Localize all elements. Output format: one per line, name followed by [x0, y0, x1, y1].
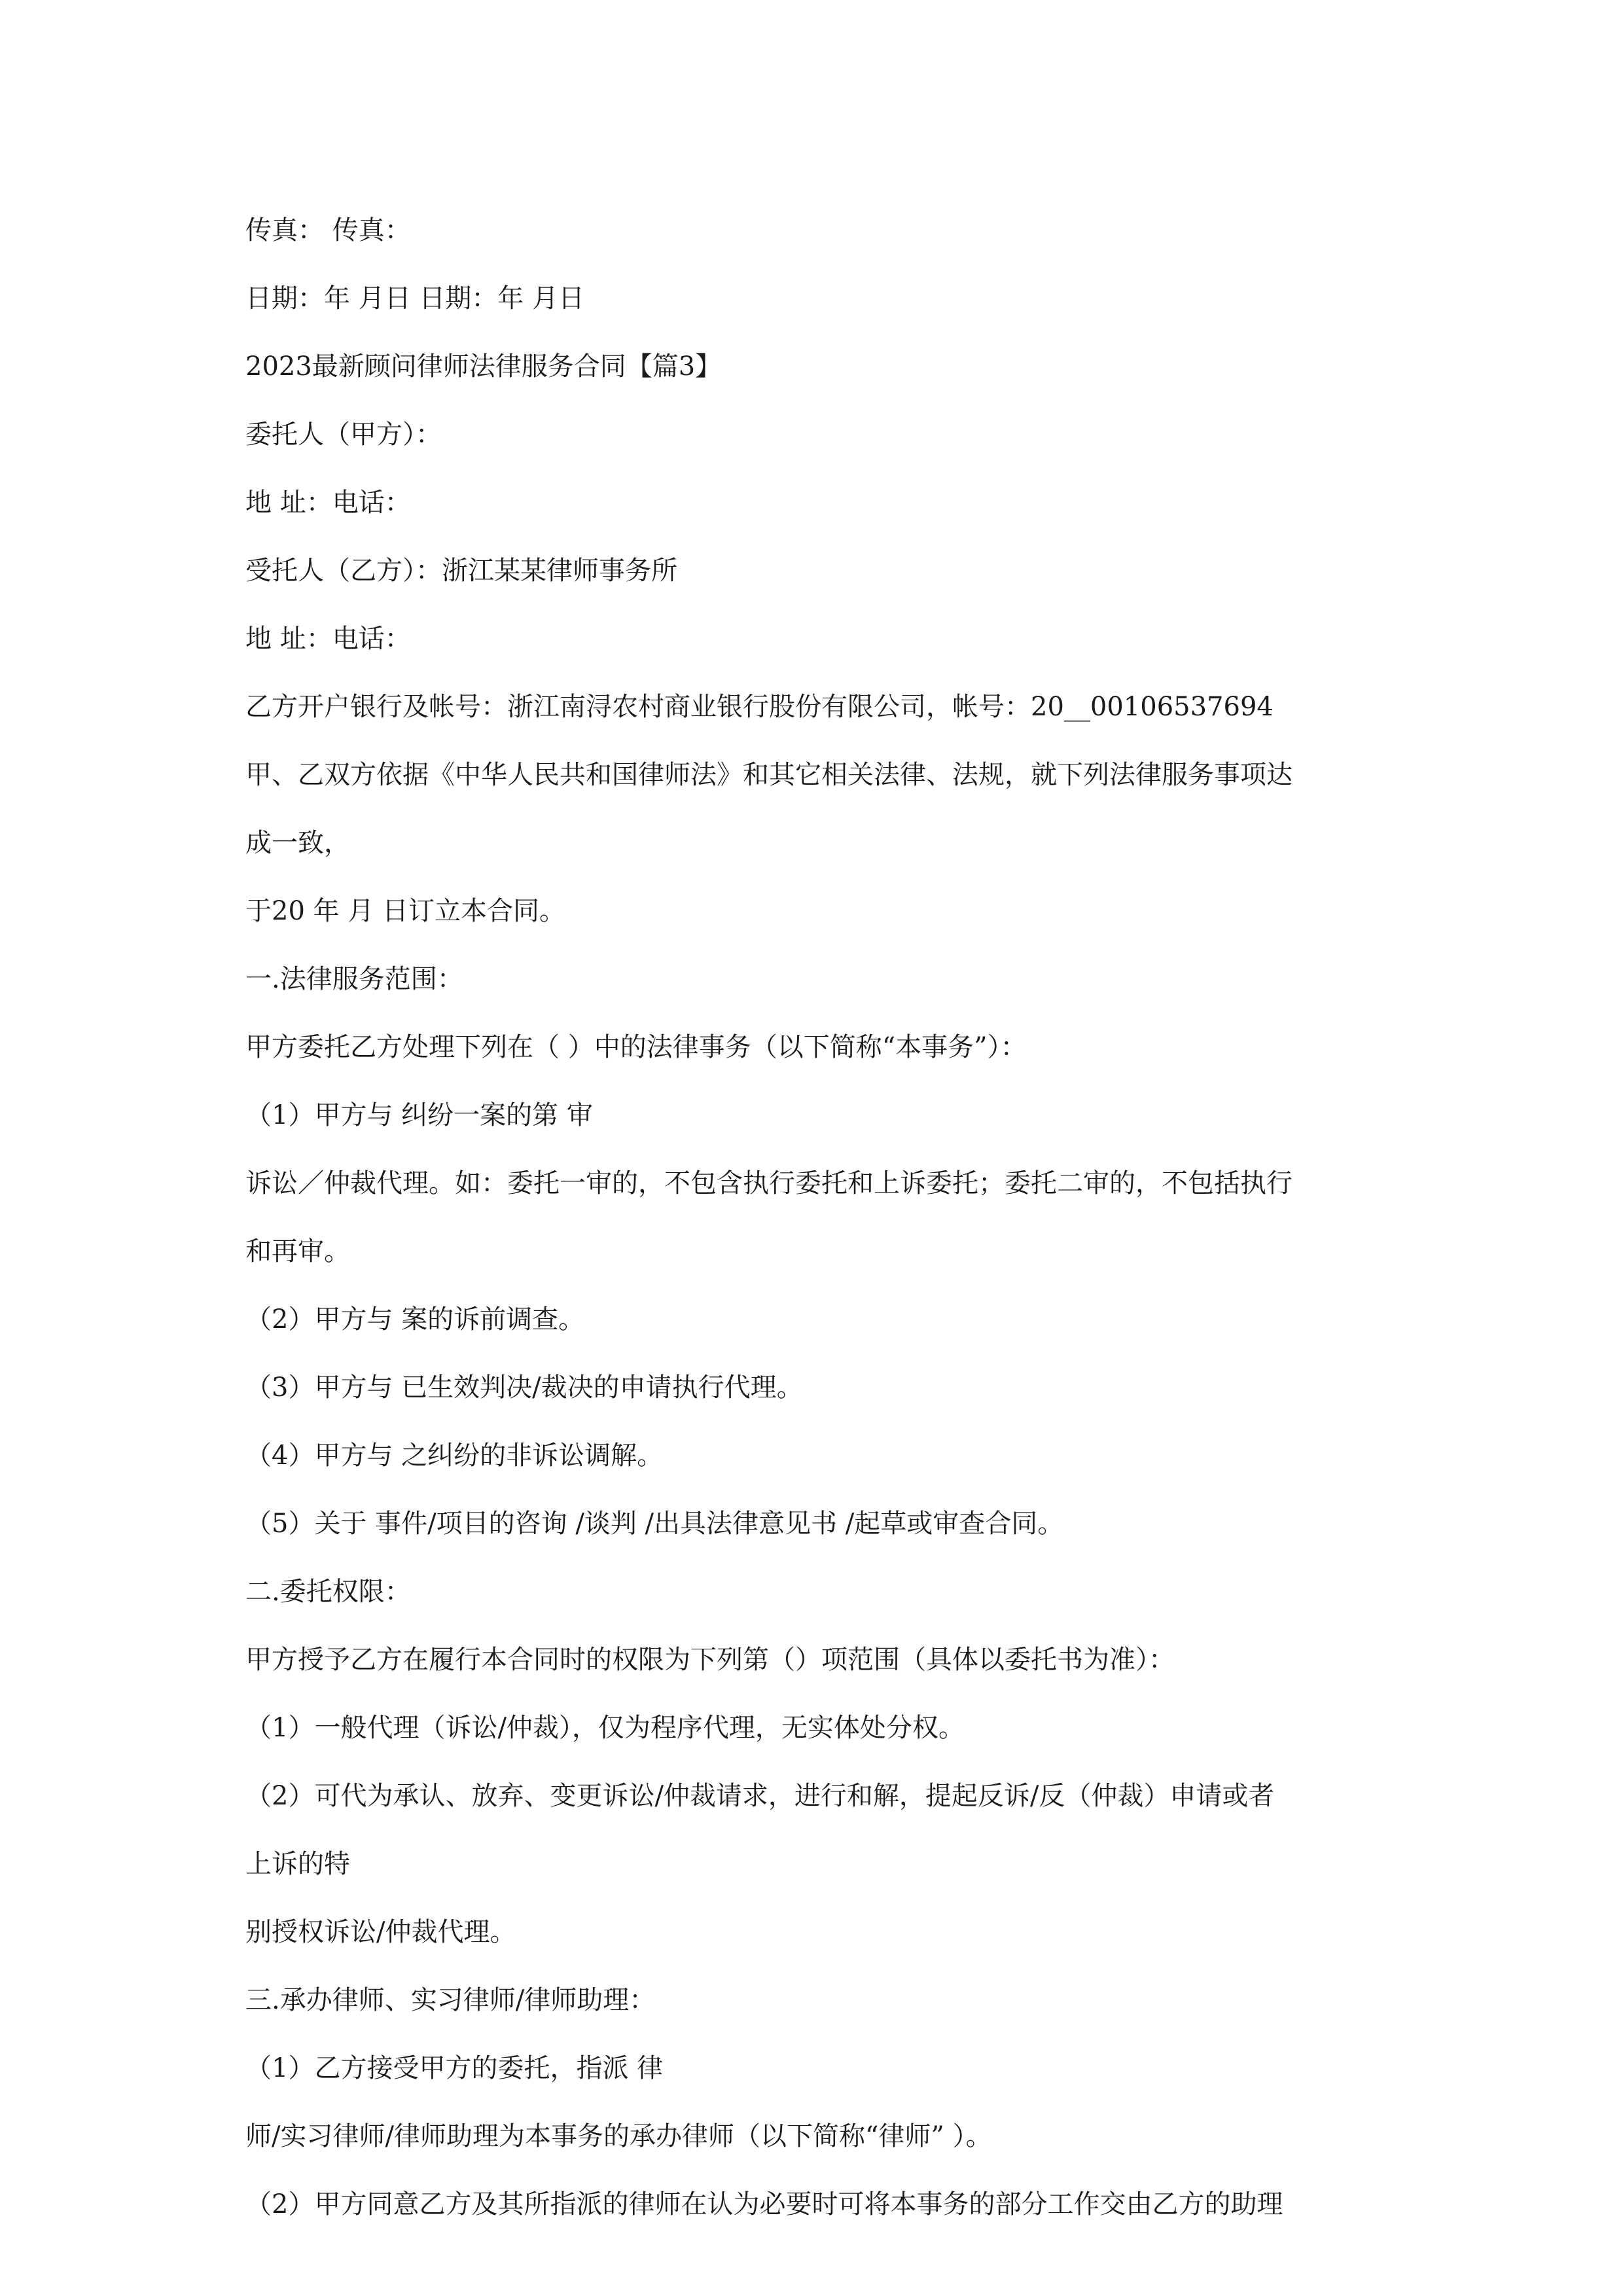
section-3-item-1: （1）乙方接受甲方的委托，指派 律	[245, 2053, 664, 2083]
agreement-basis: 甲、乙双方依据《中华人民共和国律师法》和其它相关法律、法规，就下列法律服务事项达	[245, 760, 1293, 790]
section-1-item-5: （5）关于 事件/项目的咨询 /谈判 /出具法律意见书 /起草或审查合同。	[245, 1509, 1064, 1539]
agreement-basis-cont: 成一致，	[245, 828, 350, 858]
section-3-heading: 三.承办律师、实习律师/律师助理：	[245, 1985, 656, 2015]
section-2-heading: 二.委托权限：	[245, 1577, 411, 1607]
signing-date: 于20 年 月 日订立本合同。	[245, 896, 566, 926]
fax-line: 传真： 传真：	[245, 215, 411, 245]
section-2-item-2-end: 别授权诉讼/仲裁代理。	[245, 1917, 516, 1947]
section-1-intro: 甲方委托乙方处理下列在（ ）中的法律事务（以下简称“本事务”）：	[245, 1032, 1027, 1062]
section-2-item-2: （2）可代为承认、放弃、变更诉讼/仲裁请求，进行和解，提起反诉/反（仲裁）申请或者	[245, 1781, 1275, 1811]
bank-account: 乙方开户银行及帐号：浙江南浔农村商业银行股份有限公司，帐号：20__00106537694	[245, 692, 1274, 722]
document-body	[245, 196, 1384, 2238]
client-party: 委托人（甲方）：	[245, 420, 442, 450]
section-1-item-4: （4）甲方与 之纠纷的非诉讼调解。	[245, 1441, 664, 1471]
section-2-item-2-cont: 上诉的特	[245, 1849, 350, 1879]
trustee-party: 受托人（乙方）：浙江某某律师事务所	[245, 556, 677, 586]
section-2-intro: 甲方授予乙方在履行本合同时的权限为下列第（）项范围（具体以委托书为准）：	[245, 1645, 1175, 1675]
contract-title: 2023最新顾问律师法律服务合同【篇3】	[245, 351, 722, 382]
section-3-item-1-cont: 师/实习律师/律师助理为本事务的承办律师（以下简称“律师” ）。	[245, 2121, 992, 2151]
section-1-item-3: （3）甲方与 已生效判决/裁决的申请执行代理。	[245, 1372, 803, 1403]
section-1-item-1-cont: 诉讼／仲裁代理。如：委托一审的，不包含执行委托和上诉委托；委托二审的，不包括执行	[245, 1168, 1293, 1198]
section-3-item-2: （2）甲方同意乙方及其所指派的律师在认为必要时可将本事务的部分工作交由乙方的助理	[245, 2189, 1283, 2219]
client-address: 地 址：电话：	[245, 488, 411, 518]
section-1-item-1-end: 和再审。	[245, 1236, 350, 1266]
section-1-item-2: （2）甲方与 案的诉前调查。	[245, 1304, 585, 1335]
section-1-item-1: （1）甲方与 纠纷一案的第 审	[245, 1100, 593, 1130]
date-line: 日期：年 月日 日期：年 月日	[245, 283, 585, 314]
trustee-address: 地 址：电话：	[245, 624, 411, 654]
section-2-item-1: （1）一般代理（诉讼/仲裁），仅为程序代理，无实体处分权。	[245, 1713, 965, 1743]
section-1-heading: 一.法律服务范围：	[245, 964, 463, 994]
